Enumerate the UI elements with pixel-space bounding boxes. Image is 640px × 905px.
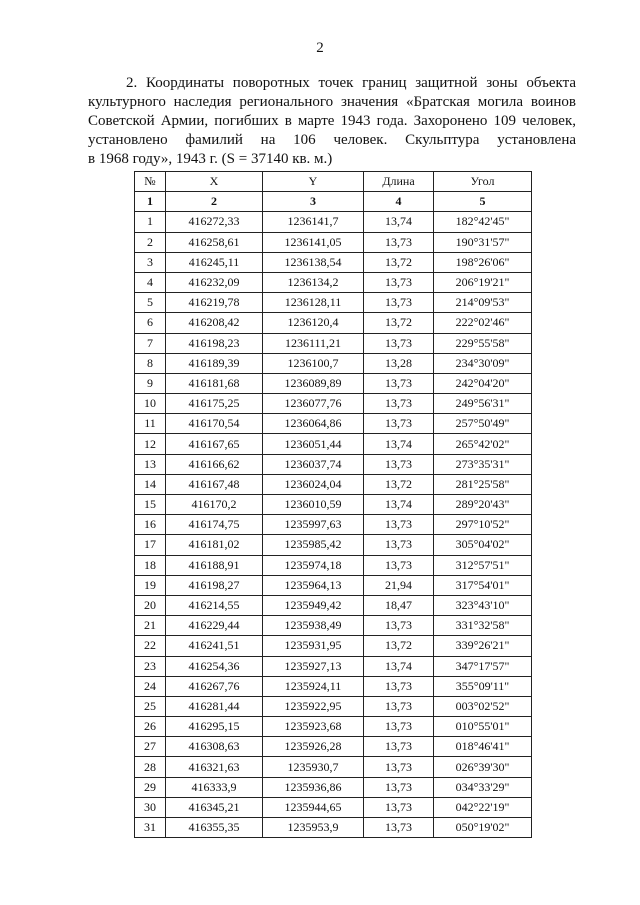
x-coordinate-cell: 416214,55 — [166, 595, 263, 615]
length-cell: 13,73 — [364, 535, 434, 555]
point-number-cell: 4 — [135, 272, 166, 292]
y-coordinate-cell: 1235924,11 — [263, 676, 364, 696]
length-cell: 13,72 — [364, 252, 434, 272]
y-coordinate-cell: 1235931,95 — [263, 636, 364, 656]
angle-cell: 265°42'02" — [434, 434, 532, 454]
table-row — [135, 717, 532, 737]
header-angle: Угол — [434, 172, 532, 192]
angle-cell: 249°56'31" — [434, 394, 532, 414]
table-row — [135, 414, 532, 434]
length-cell: 13,73 — [364, 414, 434, 434]
angle-cell: 222°02'46" — [434, 313, 532, 333]
table-row — [135, 797, 532, 817]
y-coordinate-cell: 1235944,65 — [263, 797, 364, 817]
angle-cell: 242°04'20" — [434, 373, 532, 393]
x-coordinate-cell: 416267,76 — [166, 676, 263, 696]
x-coordinate-cell: 416175,25 — [166, 394, 263, 414]
length-cell: 13,73 — [364, 777, 434, 797]
y-coordinate-cell: 1236077,76 — [263, 394, 364, 414]
x-coordinate-cell: 416345,21 — [166, 797, 263, 817]
angle-cell: 257°50'49" — [434, 414, 532, 434]
point-number-cell: 22 — [135, 636, 166, 656]
point-number-cell: 24 — [135, 676, 166, 696]
y-coordinate-cell: 1235927,13 — [263, 656, 364, 676]
point-number-cell: 21 — [135, 616, 166, 636]
length-cell: 13,73 — [364, 757, 434, 777]
table-row — [135, 757, 532, 777]
y-coordinate-cell: 1236120,4 — [263, 313, 364, 333]
heading-line: в 1968 году», 1943 г. (S = 37140 кв. м.) — [88, 151, 333, 167]
point-number-cell: 7 — [135, 333, 166, 353]
x-coordinate-cell: 416219,78 — [166, 293, 263, 313]
length-cell: 13,73 — [364, 555, 434, 575]
table-row — [135, 353, 532, 373]
point-number-cell: 1 — [135, 212, 166, 232]
table-row — [135, 656, 532, 676]
table-row — [135, 737, 532, 757]
y-coordinate-cell: 1235922,95 — [263, 696, 364, 716]
point-number-cell: 25 — [135, 696, 166, 716]
angle-cell: 339°26'21" — [434, 636, 532, 656]
y-coordinate-cell: 1236037,74 — [263, 454, 364, 474]
angle-cell: 182°42'45" — [434, 212, 532, 232]
length-cell: 13,73 — [364, 717, 434, 737]
x-coordinate-cell: 416181,68 — [166, 373, 263, 393]
angle-cell: 229°55'58" — [434, 333, 532, 353]
point-number-cell: 27 — [135, 737, 166, 757]
y-coordinate-cell: 1235936,86 — [263, 777, 364, 797]
angle-cell: 289°20'43" — [434, 495, 532, 515]
point-number-cell: 3 — [135, 252, 166, 272]
length-cell: 13,73 — [364, 696, 434, 716]
x-coordinate-cell: 416181,02 — [166, 535, 263, 555]
point-number-cell: 12 — [135, 434, 166, 454]
y-coordinate-cell: 1236134,2 — [263, 272, 364, 292]
length-cell: 13,28 — [364, 353, 434, 373]
y-coordinate-cell: 1235938,49 — [263, 616, 364, 636]
point-number-cell: 15 — [135, 495, 166, 515]
y-coordinate-cell: 1236100,7 — [263, 353, 364, 373]
x-coordinate-cell: 416355,35 — [166, 818, 263, 838]
heading-line: 2. Координаты поворотных точек границ защитной зоны объекта — [126, 75, 576, 91]
length-cell: 13,72 — [364, 474, 434, 494]
table-row — [135, 575, 532, 595]
length-cell: 13,73 — [364, 616, 434, 636]
x-coordinate-cell: 416208,42 — [166, 313, 263, 333]
header-x: X — [166, 172, 263, 192]
length-cell: 21,94 — [364, 575, 434, 595]
x-coordinate-cell: 416198,23 — [166, 333, 263, 353]
column-number: 5 — [434, 192, 532, 212]
angle-cell: 214°09'53" — [434, 293, 532, 313]
x-coordinate-cell: 416167,65 — [166, 434, 263, 454]
column-number: 4 — [364, 192, 434, 212]
x-coordinate-cell: 416272,33 — [166, 212, 263, 232]
angle-cell: 297°10'52" — [434, 515, 532, 535]
x-coordinate-cell: 416245,11 — [166, 252, 263, 272]
angle-cell: 331°32'58" — [434, 616, 532, 636]
x-coordinate-cell: 416258,61 — [166, 232, 263, 252]
point-number-cell: 23 — [135, 656, 166, 676]
length-cell: 13,73 — [364, 454, 434, 474]
y-coordinate-cell: 1236089,89 — [263, 373, 364, 393]
length-cell: 13,74 — [364, 434, 434, 454]
point-number-cell: 18 — [135, 555, 166, 575]
table-row — [135, 515, 532, 535]
table-row — [135, 676, 532, 696]
y-coordinate-cell: 1236128,11 — [263, 293, 364, 313]
y-coordinate-cell: 1235964,13 — [263, 575, 364, 595]
x-coordinate-cell: 416170,2 — [166, 495, 263, 515]
y-coordinate-cell: 1236111,21 — [263, 333, 364, 353]
column-number: 3 — [263, 192, 364, 212]
table-row — [135, 373, 532, 393]
y-coordinate-cell: 1236064,86 — [263, 414, 364, 434]
angle-cell: 018°46'41" — [434, 737, 532, 757]
x-coordinate-cell: 416229,44 — [166, 616, 263, 636]
length-cell: 13,72 — [364, 636, 434, 656]
table-row — [135, 818, 532, 838]
length-cell: 13,73 — [364, 232, 434, 252]
angle-cell: 273°35'31" — [434, 454, 532, 474]
length-cell: 13,72 — [364, 313, 434, 333]
length-cell: 13,74 — [364, 656, 434, 676]
table-row — [135, 595, 532, 615]
y-coordinate-cell: 1236051,44 — [263, 434, 364, 454]
x-coordinate-cell: 416198,27 — [166, 575, 263, 595]
angle-cell: 317°54'01" — [434, 575, 532, 595]
table-row — [135, 313, 532, 333]
x-coordinate-cell: 416167,48 — [166, 474, 263, 494]
length-cell: 13,73 — [364, 373, 434, 393]
x-coordinate-cell: 416254,36 — [166, 656, 263, 676]
x-coordinate-cell: 416188,91 — [166, 555, 263, 575]
table-row — [135, 636, 532, 656]
length-cell: 13,73 — [364, 737, 434, 757]
table-row — [135, 474, 532, 494]
point-number-cell: 9 — [135, 373, 166, 393]
angle-cell: 206°19'21" — [434, 272, 532, 292]
table-row — [135, 495, 532, 515]
x-coordinate-cell: 416232,09 — [166, 272, 263, 292]
length-cell: 18,47 — [364, 595, 434, 615]
y-coordinate-cell: 1236138,54 — [263, 252, 364, 272]
point-number-cell: 31 — [135, 818, 166, 838]
table-row — [135, 454, 532, 474]
heading-line: установлено фамилий на 106 человек. Скульптура установлена — [88, 132, 576, 148]
y-coordinate-cell: 1235930,7 — [263, 757, 364, 777]
angle-cell: 305°04'02" — [434, 535, 532, 555]
header-y: Y — [263, 172, 364, 192]
x-coordinate-cell: 416241,51 — [166, 636, 263, 656]
length-cell: 13,73 — [364, 676, 434, 696]
y-coordinate-cell: 1235923,68 — [263, 717, 364, 737]
heading-line: Советской Армии, погибших в марте 1943 года. Захоронено 109 человек, — [88, 113, 576, 129]
table-row — [135, 394, 532, 414]
y-coordinate-cell: 1236024,04 — [263, 474, 364, 494]
table-row — [135, 212, 532, 232]
angle-cell: 010°55'01" — [434, 717, 532, 737]
angle-cell: 323°43'10" — [434, 595, 532, 615]
table-row — [135, 252, 532, 272]
y-coordinate-cell: 1236010,59 — [263, 495, 364, 515]
angle-cell: 034°33'29" — [434, 777, 532, 797]
x-coordinate-cell: 416189,39 — [166, 353, 263, 373]
point-number-cell: 16 — [135, 515, 166, 535]
x-coordinate-cell: 416308,63 — [166, 737, 263, 757]
length-cell: 13,74 — [364, 212, 434, 232]
point-number-cell: 8 — [135, 353, 166, 373]
point-number-cell: 6 — [135, 313, 166, 333]
point-number-cell: 20 — [135, 595, 166, 615]
length-cell: 13,73 — [364, 394, 434, 414]
length-cell: 13,74 — [364, 495, 434, 515]
y-coordinate-cell: 1235949,42 — [263, 595, 364, 615]
table-header-row — [135, 172, 532, 192]
x-coordinate-cell: 416321,63 — [166, 757, 263, 777]
x-coordinate-cell: 416281,44 — [166, 696, 263, 716]
point-number-cell: 11 — [135, 414, 166, 434]
column-number-row — [135, 192, 532, 212]
header-number: № — [135, 172, 166, 192]
table-row — [135, 293, 532, 313]
table-row — [135, 333, 532, 353]
length-cell: 13,73 — [364, 272, 434, 292]
angle-cell: 347°17'57" — [434, 656, 532, 676]
point-number-cell: 28 — [135, 757, 166, 777]
point-number-cell: 30 — [135, 797, 166, 817]
table-row — [135, 616, 532, 636]
angle-cell: 312°57'51" — [434, 555, 532, 575]
angle-cell: 003°02'52" — [434, 696, 532, 716]
page-number: 2 — [316, 40, 324, 56]
column-number: 2 — [166, 192, 263, 212]
length-cell: 13,73 — [364, 797, 434, 817]
angle-cell: 198°26'06" — [434, 252, 532, 272]
y-coordinate-cell: 1236141,7 — [263, 212, 364, 232]
point-number-cell: 26 — [135, 717, 166, 737]
table-row — [135, 555, 532, 575]
column-number: 1 — [135, 192, 166, 212]
point-number-cell: 2 — [135, 232, 166, 252]
angle-cell: 355°09'11" — [434, 676, 532, 696]
angle-cell: 234°30'09" — [434, 353, 532, 373]
point-number-cell: 13 — [135, 454, 166, 474]
point-number-cell: 17 — [135, 535, 166, 555]
y-coordinate-cell: 1235997,63 — [263, 515, 364, 535]
angle-cell: 281°25'58" — [434, 474, 532, 494]
table-body — [135, 212, 532, 838]
y-coordinate-cell: 1235985,42 — [263, 535, 364, 555]
coordinates-table — [134, 171, 532, 838]
length-cell: 13,73 — [364, 818, 434, 838]
y-coordinate-cell: 1235926,28 — [263, 737, 364, 757]
length-cell: 13,73 — [364, 293, 434, 313]
y-coordinate-cell: 1236141,05 — [263, 232, 364, 252]
heading-line: культурного наследия регионального значения «Братская могила воинов — [88, 94, 576, 110]
y-coordinate-cell: 1235974,18 — [263, 555, 364, 575]
y-coordinate-cell: 1235953,9 — [263, 818, 364, 838]
x-coordinate-cell: 416333,9 — [166, 777, 263, 797]
section-heading — [88, 74, 576, 169]
angle-cell: 050°19'02" — [434, 818, 532, 838]
length-cell: 13,73 — [364, 333, 434, 353]
point-number-cell: 10 — [135, 394, 166, 414]
point-number-cell: 29 — [135, 777, 166, 797]
angle-cell: 042°22'19" — [434, 797, 532, 817]
table-row — [135, 696, 532, 716]
header-length: Длина — [364, 172, 434, 192]
x-coordinate-cell: 416166,62 — [166, 454, 263, 474]
table-row — [135, 272, 532, 292]
table-row — [135, 434, 532, 454]
point-number-cell: 14 — [135, 474, 166, 494]
point-number-cell: 5 — [135, 293, 166, 313]
x-coordinate-cell: 416295,15 — [166, 717, 263, 737]
table-row — [135, 232, 532, 252]
length-cell: 13,73 — [364, 515, 434, 535]
x-coordinate-cell: 416170,54 — [166, 414, 263, 434]
x-coordinate-cell: 416174,75 — [166, 515, 263, 535]
table-row — [135, 535, 532, 555]
angle-cell: 190°31'57" — [434, 232, 532, 252]
point-number-cell: 19 — [135, 575, 166, 595]
angle-cell: 026°39'30" — [434, 757, 532, 777]
table-row — [135, 777, 532, 797]
